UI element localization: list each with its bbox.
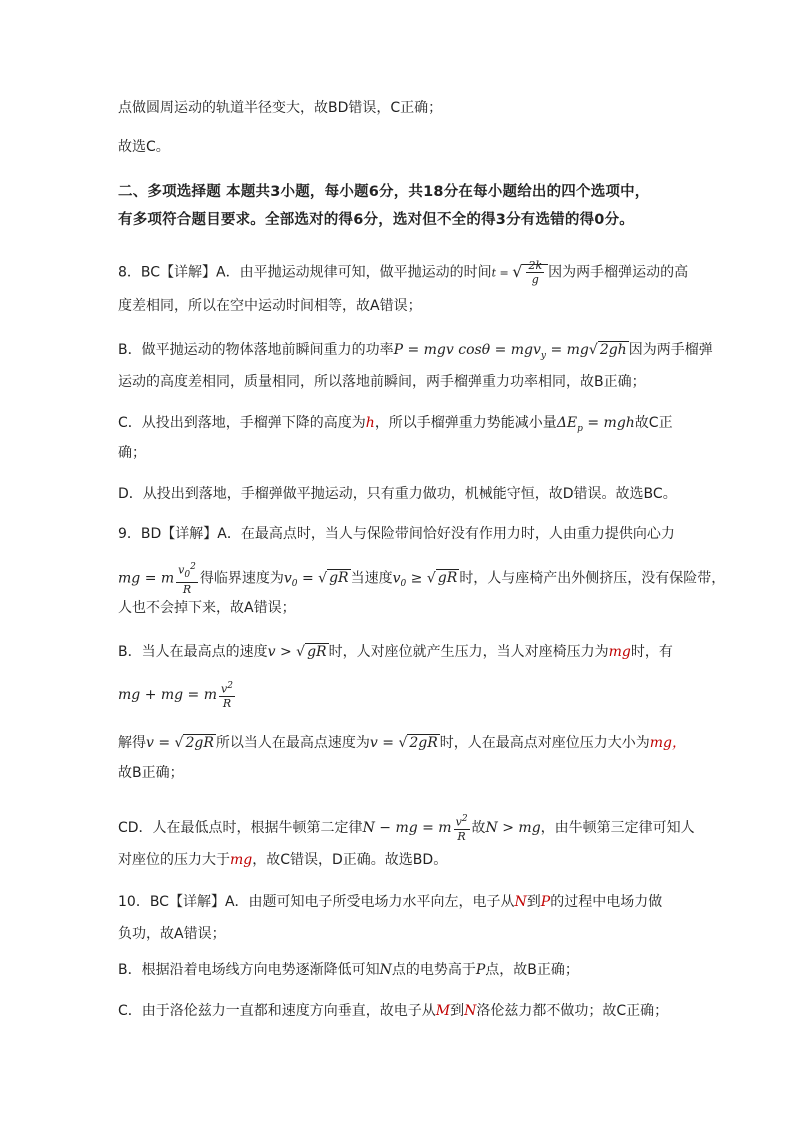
question-9-line: B．当人在最高点的速度v > √ gR 时，人对座位就产生压力，当人对座椅压力为mg时，有 <box>118 644 673 660</box>
sqrt-formula: √ $\frac{2k}{g}$ <box>512 265 548 281</box>
question-10-line: C．由于洛伦兹力一直都和速度方向垂直，故电子从M到N洛伦兹力都不做功；故C正确； <box>118 1003 669 1019</box>
question-8-line: B．做平抛运动的物体落地前瞬间重力的功率P = mgv cosθ = mgv$_y$ = mg√ 2gh 因为两手榴弹 <box>118 342 713 361</box>
question-10-line: 10．BC【详解】A．由题可知电子所受电场力水平向左，电子从N到P的过程中电场力做 <box>118 894 663 910</box>
question-9-line: 解得v = √ 2gR 所以当人在最高点速度为v = √ 2gR 时，人在最高点对座位压力大小为mg， <box>118 735 687 751</box>
question-9-line: CD．人在最低点时，根据牛顿第二定律N − mg = m $\frac{v^2}{R}$ 故N > mg，由牛顿第三定律可知人 <box>118 814 695 843</box>
formula-line: mg + mg = m $\frac{v^2}{R}$ <box>118 681 233 710</box>
text-line: 度差相同，所以在空中运动时间相等，故A错误； <box>118 298 422 314</box>
question-10-line: B．根据沿着电场线方向电势逐渐降低可知N点的电势高于P点，故B正确； <box>118 962 579 978</box>
text-line: 故选C。 <box>118 139 170 155</box>
text-line: 确； <box>118 445 146 461</box>
text-line: 点做圆周运动的轨道半径变大，故BD错误，C正确； <box>118 100 443 116</box>
text-line: 故B正确； <box>118 765 184 781</box>
question-9-line: mg = m $\frac{v_0^2}{R}$ 得临界速度为$v_0$ = √ gR 当速度$v_0$ ≥ √ gR 时，人与座椅产出外侧挤压，没有保险带， <box>118 562 726 596</box>
text-line: 人也不会掉下来，故A错误； <box>118 600 296 616</box>
text-line: 运动的高度差相同，质量相同，所以落地前瞬间，两手榴弹重力功率相同，故B正确； <box>118 374 646 390</box>
section-heading: 有多项符合题目要求。全部选对的得6分，选对但不全的得3分有选错的得0分。 <box>118 212 634 228</box>
question-9-line: 9．BD【详解】A．在最高点时，当人与保险带间恰好没有作用力时，人由重力提供向心力 <box>118 526 675 542</box>
text-line: 负功，故A错误； <box>118 926 226 942</box>
question-9-line: 对座位的压力大于mg，故C错误，D正确。故选BD。 <box>118 852 448 868</box>
text-line: D．从投出到落地，手榴弹做平抛运动，只有重力做功，机械能守恒，故D错误。故选BC。 <box>118 486 677 502</box>
section-heading: 二、多项选择题 本题共3小题，每小题6分，共18分在每小题给出的四个选项中， <box>118 184 650 200</box>
question-8-line: C．从投出到落地，手榴弹下降的高度为h，所以手榴弹重力势能减小量$\Delta E_p$ = mgh故C正 <box>118 415 673 434</box>
question-8-line: 8．BC【详解】A．由平抛运动规律可知，做平抛运动的时间t = √ $\frac{2k}{g}$ 因为两手榴弹运动的高 <box>118 259 689 286</box>
